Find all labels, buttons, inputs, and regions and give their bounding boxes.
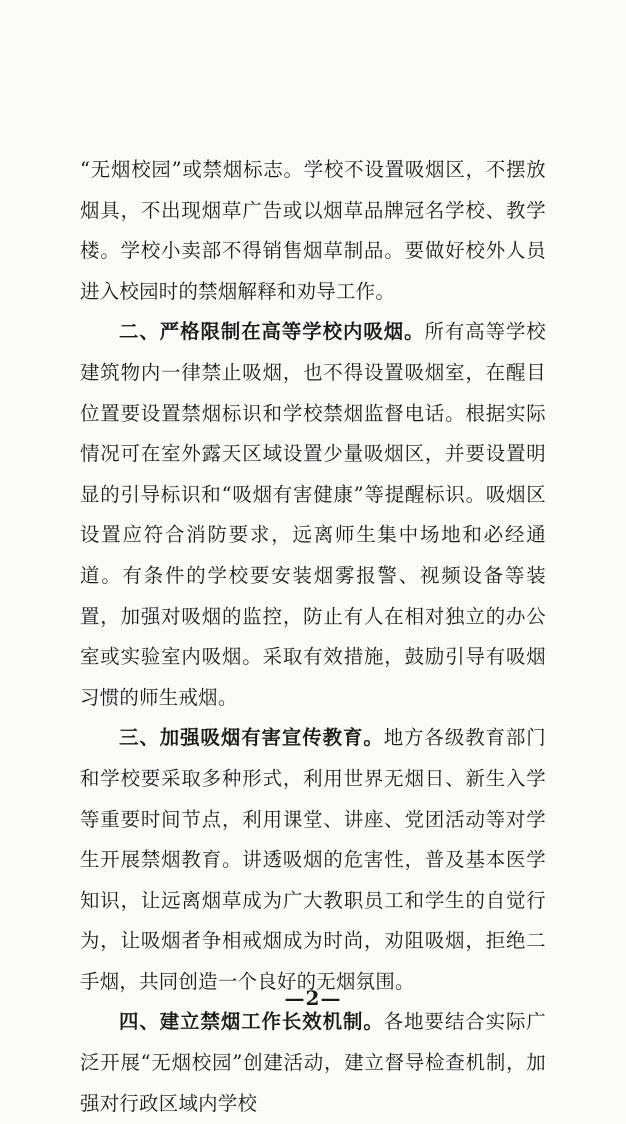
document-body [80,150,546,1124]
paragraph-section-4 [80,1002,546,1124]
section-heading: 四、建立禁烟工作长效机制。 [119,1010,384,1034]
paragraph-section-3 [80,718,546,1002]
section-heading: 三、加强吸烟有害宣传教育。 [119,726,384,750]
paragraph-section-2 [80,312,546,718]
paragraph-body: “无烟校园”或禁烟标志。学校不设置吸烟区，不摆放烟具，不出现烟草广告或以烟草品牌冠名学校、教学楼。学校小卖部不得销售烟草制品。要做好校外人员进入校园时的禁烟解释和劝导工作。 [80,158,546,303]
paragraph-body: 所有高等学校建筑物内一律禁止吸烟，也不得设置吸烟室，在醒目位置要设置禁烟标识和学校禁烟监督电话。根据实际情况可在室外露天区域设置少量吸烟区，并要设置明显的引导标识和“吸烟有害健康”等提醒标识。吸烟区设置应符合消防要求，远离师生集中场地和必经通道。有条件的学校要安装烟雾报警、视频设备等装置，加强对吸烟的监控，防止有人在相对独立的办公室或实验室内吸烟。采取有效措施，鼓励引导有吸烟习惯的师生戒烟。 [80,320,546,709]
paragraph-body: 各地要结合实际广泛开展“无烟校园”创建活动，建立督导检查机制，加强对行政区域内学校 [80,1010,546,1115]
paragraph-body: 地方各级教育部门和学校要采取多种形式，利用世界无烟日、新生入学等重要时间节点，利用课堂、讲座、党团活动等对学生开展禁烟教育。讲透吸烟的危害性，普及基本医学知识，让远离烟草成为广大教职员工和学生的自觉行为，让吸烟者争相戒烟成为时尚，劝阻吸烟，拒绝二手烟，共同创造一个良好的无烟氛围。 [80,726,546,993]
section-heading: 二、严格限制在高等学校内吸烟。 [119,320,425,344]
page-number: —2— [284,986,342,1010]
paragraph-continuation [80,150,546,312]
